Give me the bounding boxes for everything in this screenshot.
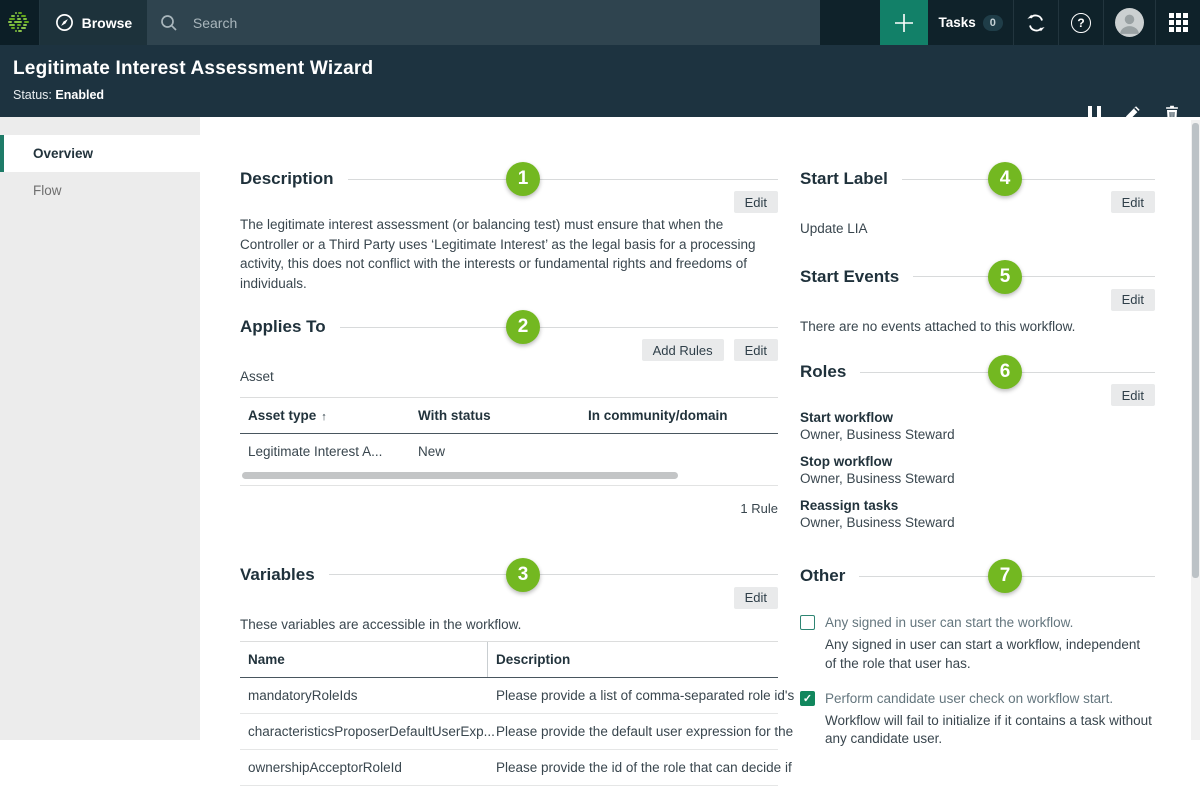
tasks-count-badge: 0 (983, 15, 1003, 31)
browse-button[interactable] (40, 0, 147, 45)
start-events-empty-text: There are no events attached to this workflow. (800, 317, 1155, 337)
column-header-name[interactable]: Name (240, 642, 488, 677)
status-label: Status: (13, 88, 52, 102)
help-icon: ? (1071, 13, 1091, 33)
rule-count: 1 Rule (240, 501, 778, 516)
start-label-value: Update LIA (800, 219, 1155, 239)
column-header-in-community-domain[interactable]: In community/domain (580, 398, 778, 433)
column-header-with-status[interactable]: With status (410, 398, 580, 433)
sidebar-item-overview[interactable]: Overview (0, 135, 200, 172)
roles-title: Roles (800, 362, 860, 382)
column-header-description[interactable]: Description (488, 642, 778, 677)
variables-section-header (240, 563, 778, 587)
table-row[interactable] (240, 750, 778, 786)
role-name: Stop workflow (800, 454, 1155, 469)
variables-table-header (240, 642, 778, 678)
cell-variable-name: mandatoryRoleIds (240, 678, 488, 713)
cell-variable-description: Please provide the default user expression for the (488, 714, 778, 749)
applies-to-subject: Asset (240, 367, 778, 387)
applies-to-table-header (240, 398, 778, 434)
role-value: Owner, Business Steward (800, 471, 1155, 486)
avatar (1115, 8, 1144, 37)
applies-to-edit-button[interactable]: Edit (734, 339, 778, 361)
compass-icon (55, 13, 74, 32)
description-section-header (240, 167, 778, 191)
variables-title: Variables (240, 565, 329, 585)
description-title: Description (240, 169, 348, 189)
variables-table (240, 641, 778, 786)
sort-asc-icon: ↑ (321, 411, 327, 423)
start-events-section-header (800, 265, 1155, 289)
other-section-header (800, 564, 1155, 588)
role-entry (800, 410, 1155, 442)
sync-icon (1025, 12, 1047, 34)
role-name: Start workflow (800, 410, 1155, 425)
option-description: Any signed in user can start a workflow, independent of the role that user has. (825, 636, 1155, 673)
column-header-asset-type[interactable]: Asset type ↑ (240, 398, 410, 433)
divider (348, 179, 778, 180)
description-text: The legitimate interest assessment (or balancing test) must ensure that when the Controller or a Third Party uses ‘Legitimate Interest’ as the legal basis for a processing activity, this does not conflict with the interests or fundamental rights and freedoms of individuals. (240, 215, 778, 293)
divider (913, 276, 1155, 277)
callout-badge-3: 3 (506, 558, 540, 592)
start-label-edit-button[interactable]: Edit (1111, 191, 1155, 213)
role-entry (800, 498, 1155, 530)
roles-section-header (800, 360, 1155, 384)
sidebar-item-flow[interactable]: Flow (0, 172, 200, 209)
applies-to-section-header (240, 315, 778, 339)
callout-badge-5: 5 (988, 260, 1022, 294)
app-logo[interactable] (0, 0, 40, 45)
start-events-title: Start Events (800, 267, 913, 287)
apps-grid-icon (1169, 13, 1188, 32)
main-content (200, 117, 1200, 740)
callout-badge-6: 6 (988, 355, 1022, 389)
cell-variable-description: Please provide the id of the role that can decide if (488, 750, 778, 785)
browse-label: Browse (82, 15, 133, 31)
applies-to-title: Applies To (240, 317, 340, 337)
search-icon (160, 14, 178, 32)
variables-hint: These variables are accessible in the workflow. (240, 615, 778, 635)
option-label: Any signed in user can start the workflow. (825, 614, 1155, 632)
callout-badge-1: 1 (506, 162, 540, 196)
horizontal-scrollbar[interactable] (242, 472, 678, 479)
description-edit-button[interactable]: Edit (734, 191, 778, 213)
table-row[interactable] (240, 714, 778, 750)
cell-asset-type: Legitimate Interest A... (240, 434, 410, 469)
callout-badge-2: 2 (506, 310, 540, 344)
status-line (13, 88, 1200, 102)
tasks-button[interactable] (928, 0, 1013, 45)
topbar-spacer (820, 0, 880, 45)
callout-badge-4: 4 (988, 162, 1022, 196)
apps-menu-button[interactable] (1156, 0, 1200, 45)
divider (902, 179, 1155, 180)
callout-badge-7: 7 (988, 559, 1022, 593)
search-placeholder: Search (193, 15, 237, 31)
help-button[interactable] (1059, 0, 1103, 45)
start-label-section-header (800, 167, 1155, 191)
status-value: Enabled (55, 88, 104, 102)
vertical-scrollbar[interactable] (1191, 120, 1200, 740)
variables-edit-button[interactable]: Edit (734, 587, 778, 609)
sync-button[interactable] (1014, 0, 1058, 45)
role-value: Owner, Business Steward (800, 515, 1155, 530)
divider (329, 574, 778, 575)
cell-with-status: New (410, 434, 580, 469)
collibra-logo-icon (5, 9, 33, 37)
other-title: Other (800, 566, 859, 586)
table-row[interactable] (240, 434, 778, 469)
roles-edit-button[interactable]: Edit (1111, 384, 1155, 406)
divider (340, 327, 778, 328)
option-label: Perform candidate user check on workflow start. (825, 690, 1155, 708)
plus-icon (893, 12, 915, 34)
cell-in-community (580, 434, 778, 469)
applies-to-table (240, 397, 778, 486)
scrollbar-thumb[interactable] (1192, 123, 1199, 578)
table-row[interactable] (240, 678, 778, 714)
page-title: Legitimate Interest Assessment Wizard (13, 58, 1200, 80)
role-value: Owner, Business Steward (800, 427, 1155, 442)
option-any-signed-in-user (800, 614, 1155, 673)
left-sidebar (0, 117, 200, 740)
create-button[interactable] (880, 0, 928, 45)
page-header (0, 45, 1200, 117)
start-events-edit-button[interactable]: Edit (1111, 289, 1155, 311)
user-menu-button[interactable] (1104, 0, 1155, 45)
top-navigation-bar (0, 0, 1200, 45)
option-description: Workflow will fail to initialize if it contains a task without any candidate user. (825, 712, 1155, 749)
checkbox-any-signed-in-user[interactable] (800, 615, 815, 630)
add-rules-button[interactable]: Add Rules (642, 339, 724, 361)
cell-variable-description: Please provide a list of comma-separated role id's (488, 678, 778, 713)
tasks-label: Tasks (938, 15, 975, 30)
divider (240, 485, 778, 486)
cell-variable-name: characteristicsProposerDefaultUserExp... (240, 714, 488, 749)
start-label-title: Start Label (800, 169, 902, 189)
cell-variable-name: ownershipAcceptorRoleId (240, 750, 488, 785)
search-input[interactable] (147, 0, 820, 45)
role-name: Reassign tasks (800, 498, 1155, 513)
option-candidate-user-check (800, 690, 1155, 749)
role-entry (800, 454, 1155, 486)
checkbox-candidate-user-check[interactable]: ✓ (800, 691, 815, 706)
